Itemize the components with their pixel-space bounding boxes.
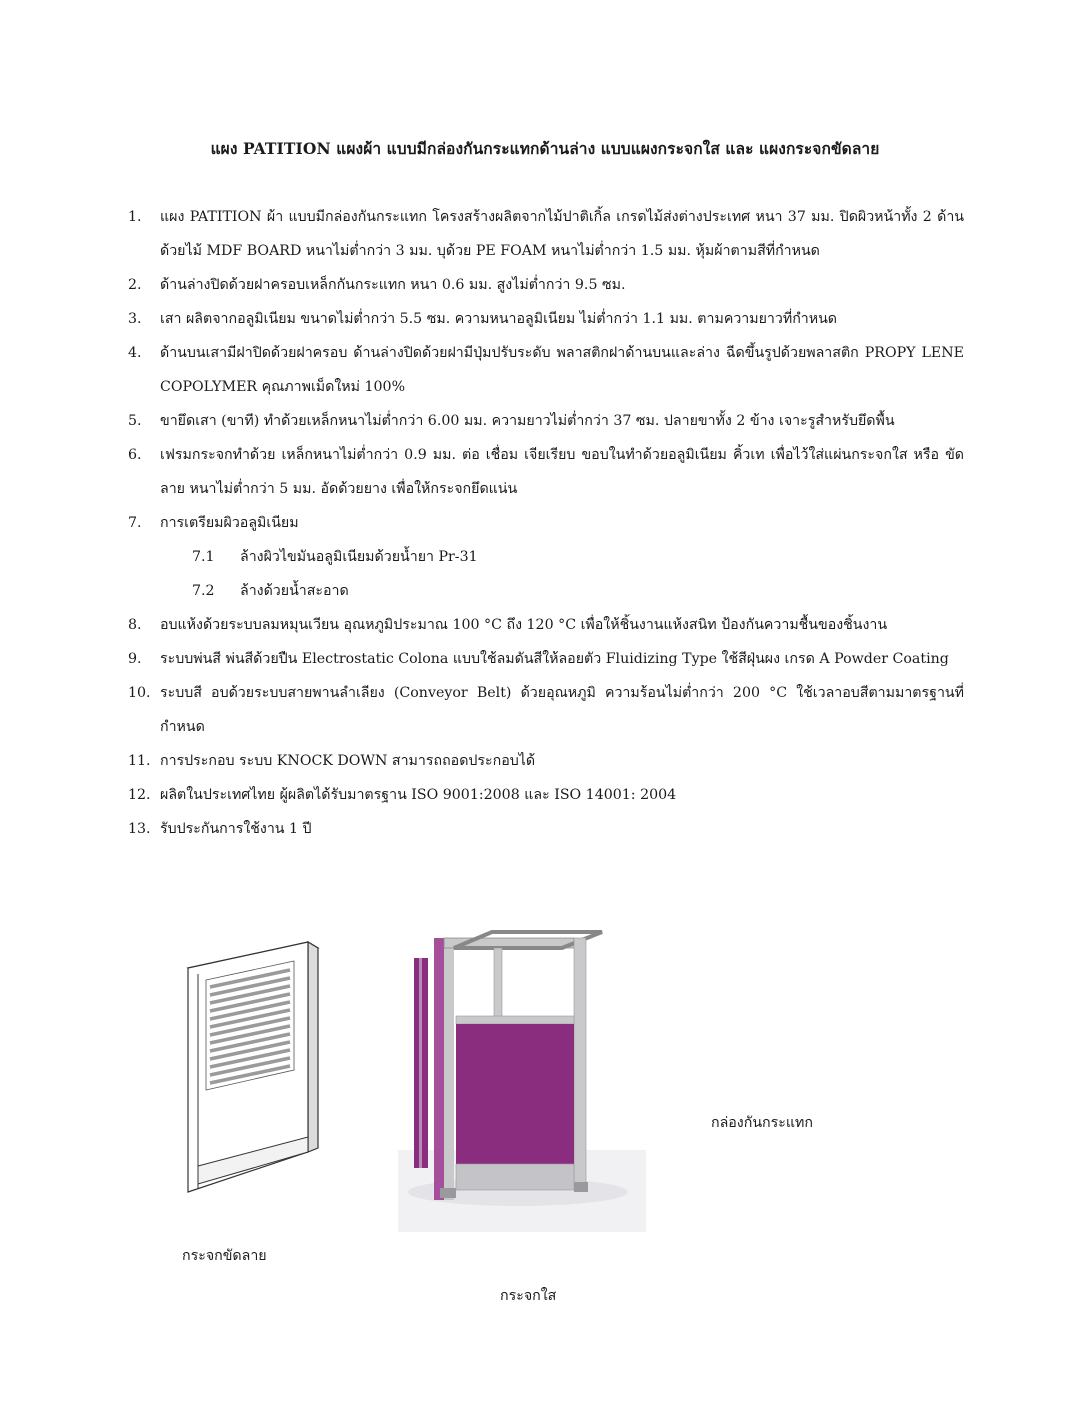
item-number: 1. xyxy=(128,209,142,225)
caption-frosted-glass: กระจกขัดลาย xyxy=(182,1248,267,1264)
item-number: 6. xyxy=(128,447,142,463)
sub-list-item xyxy=(128,574,964,608)
clear-glass-partition-illustration xyxy=(398,930,646,1232)
item-text: ด้านบนเสามีฝาปิดด้วยฝาครอบ ด้านล่างปิดด้วยฝามีปุ่มปรับระดับ พลาสติกฝาด้านบนและล่าง ฉีดขึ้นรูปด้วยพลาสติก PROPY LENE COPOLYMER คุณภาพเม็ดใหม่ 100% xyxy=(160,345,964,395)
list-item xyxy=(128,744,964,778)
item-text: ผลิตในประเทศไทย ผู้ผลิตได้รับมาตรฐาน ISO 9001:2008 และ ISO 14001: 2004 xyxy=(160,787,677,803)
item-text: ระบบพ่นสี พ่นสีด้วยปืน Electrostatic Colona แบบใช้ลมดันสีให้ลอยตัว Fluidizing Type ใช้สีฝุ่นผง เกรด A Powder Coating xyxy=(160,651,949,667)
sub-list-item xyxy=(128,540,964,574)
item-number: 9. xyxy=(128,651,142,667)
sub-item-number: 7.2 xyxy=(192,583,215,599)
item-text: เสา ผลิตจากอลูมิเนียม ขนาดไม่ต่ำกว่า 5.5 ซม. ความหนาอลูมิเนียม ไม่ต่ำกว่า 1.1 มม. ตามความยาวที่กำหนด xyxy=(160,311,838,327)
item-number: 5. xyxy=(128,413,142,429)
item-number: 3. xyxy=(128,311,142,327)
item-text: การเตรียมผิวอลูมิเนียม xyxy=(160,515,299,531)
item-number: 8. xyxy=(128,617,142,633)
caption-clear-glass: กระจกใส xyxy=(500,1288,557,1304)
item-text: ระบบสี อบด้วยระบบสายพานลำเลียง (Conveyor Belt) ด้วยอุณหภูมิ ความร้อนไม่ต่ำกว่า 200 °C ใช้เวลาอบสีตามมาตรฐานที่กำหนด xyxy=(160,685,964,735)
item-number: 2. xyxy=(128,277,142,293)
list-item xyxy=(128,778,964,812)
list-item xyxy=(128,302,964,336)
sub-item-number: 7.1 xyxy=(192,549,215,565)
item-text: รับประกันการใช้งาน 1 ปี xyxy=(160,821,312,837)
item-number: 11. xyxy=(128,753,151,769)
item-number: 13. xyxy=(128,821,151,837)
item-number: 12. xyxy=(128,787,151,803)
list-item xyxy=(128,336,964,404)
item-number: 4. xyxy=(128,345,142,361)
list-item xyxy=(128,812,964,846)
list-item xyxy=(128,608,964,642)
item-text: เฟรมกระจกทำด้วย เหล็กหนาไม่ต่ำกว่า 0.9 มม. ต่อ เชื่อม เจียเรียบ ขอบในทำด้วยอลูมิเนียม คิ้วเท เพื่อไว้ใส่แผ่นกระจกใส หรือ ขัดลาย หนาไม่ต่ำกว่า 5 มม. อัดด้วยยาง เพื่อให้กระจกยึดแน่น xyxy=(160,447,964,497)
item-text: ด้านล่างปิดด้วยฝาครอบเหล็กกันกระแทก หนา 0.6 มม. สูงไม่ต่ำกว่า 9.5 ซม. xyxy=(160,277,626,293)
sub-item-text: ล้างด้วยน้ำสะอาด xyxy=(240,583,349,599)
list-item xyxy=(128,200,964,268)
spec-list xyxy=(128,200,964,846)
list-item xyxy=(128,438,964,506)
list-item xyxy=(128,506,964,540)
item-number: 10. xyxy=(128,685,151,701)
list-item xyxy=(128,642,964,676)
list-item xyxy=(128,268,964,302)
item-text: การประกอบ ระบบ KNOCK DOWN สามารถถอดประกอบได้ xyxy=(160,753,536,769)
item-text: แผง PATITION ผ้า แบบมีกล่องกันกระแทก โครงสร้างผลิตจากไม้ปาติเกิ้ล เกรดไม้ส่งต่างประเทศ หนา 37 มม. ปิดผิวหน้าทั้ง 2 ด้าน ด้วยไม้ MDF BOARD หนาไม่ต่ำกว่า 3 มม. บุด้วย PE FOAM หนาไม่ต่ำกว่า 1.5 มม. หุ้มผ้าตามสีที่กำหนด xyxy=(160,209,964,259)
frosted-panel-illustration xyxy=(180,940,330,1200)
document-title: แผง PATITION แผงผ้า แบบมีกล่องกันกระแทกด้านล่าง แบบแผงกระจกใส และ แผงกระจกขัดลาย xyxy=(210,139,880,158)
list-item xyxy=(128,676,964,744)
item-text: ขายึดเสา (ขาที) ทำด้วยเหล็กหนาไม่ต่ำกว่า 6.00 มม. ความยาวไม่ต่ำกว่า 37 ซม. ปลายขาทั้ง 2 ข้าง เจาะรูสำหรับยึดพื้น xyxy=(160,413,895,429)
item-text: อบแห้งด้วยระบบลมหมุนเวียน อุณหภูมิประมาณ 100 °C ถึง 120 °C เพื่อให้ชิ้นงานแห้งสนิท ป้องกันความชื้นของชิ้นงาน xyxy=(160,617,888,633)
sub-item-text: ล้างผิวไขมันอลูมิเนียมด้วยน้ำยา Pr-31 xyxy=(240,549,478,565)
item-number: 7. xyxy=(128,515,142,531)
list-item xyxy=(128,404,964,438)
caption-bumper-box: กล่องกันกระแทก xyxy=(711,1115,813,1131)
